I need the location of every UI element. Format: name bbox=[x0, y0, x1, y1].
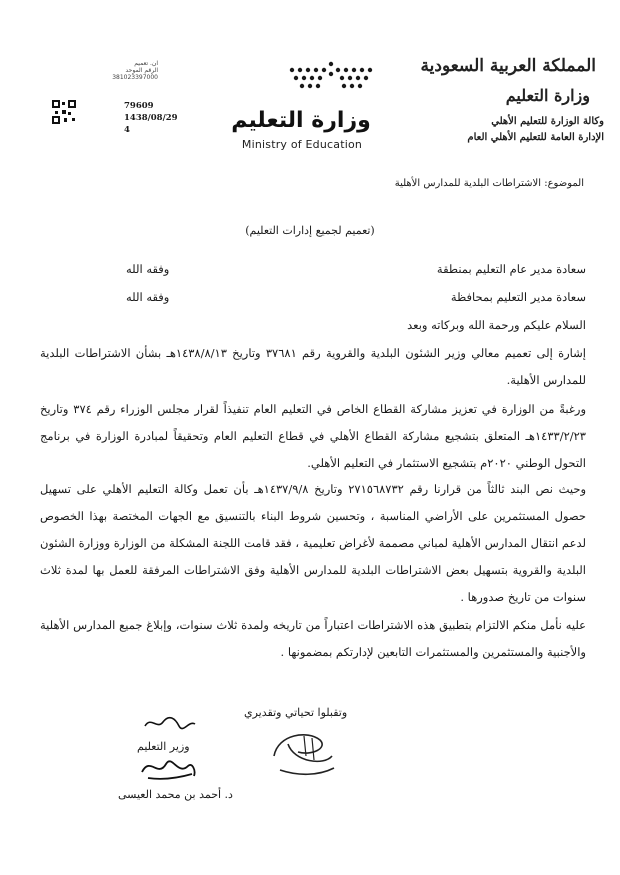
reference-line: الرقم الموحد bbox=[125, 67, 158, 74]
paragraph-motivation: ورغبةً من الوزارة في تعزيز مشاركة القطاع الخاص في التعليم العام تنفيذاً لقرار مجلس الوزراء رقم ٣٧٤ وتاريخ ١٤٣٣/٢/٢٣هـ المتعلق بتشجيع مشاركة القطاع الأهلي في قطاع التعليم العام وتحقيقاً لمبادرة الوزارة في برنامج التحول الوطني ٢٠٢٠م بتشجيع الاستثمار في التعليم الأهلي. bbox=[40, 402, 587, 470]
minister-initial-scribble bbox=[143, 714, 197, 732]
greeting: السلام عليكم ورحمة الله وبركاته وبعد bbox=[407, 318, 586, 332]
paragraph-reference: إشارة إلى تعميم معالي وزير الشئون البلدية والقروية رقم ٣٧٦٨١ وتاريخ ١٤٣٨/٨/١٣هـ بشأن الاشتراطات البلدية للمدارس الأهلية. bbox=[40, 346, 586, 387]
addressee-2: سعادة مدير التعليم بمحافظة bbox=[450, 290, 586, 304]
addressee-1-closing: وفقه الله bbox=[126, 262, 170, 276]
logo-english-text: Ministry of Education bbox=[241, 138, 363, 151]
circular-heading: (تعميم لجميع إدارات التعليم) bbox=[245, 224, 375, 237]
subject-line: الموضوع: الاشتراطات البلدية للمدارس الأهلية bbox=[394, 178, 584, 189]
reference-line: 381023397000 bbox=[112, 74, 158, 81]
addressee-2-closing: وفقه الله bbox=[126, 290, 170, 304]
ministry-stamp-scribble bbox=[268, 726, 338, 782]
document-reference bbox=[124, 100, 178, 136]
qr-code-icon bbox=[52, 100, 76, 124]
paragraph-decision: وحيث نص البند ثالثاً من قرارنا رقم ٢٧١٥٦٨٧٣٢ وتاريخ ١٤٣٧/٩/٨هـ بأن تعمل وكالة التعليم الأهلي على تسهيل حصول المستثمرين على الأراضي المناسبة ، وتحسين شروط البناء بالتنسيق مع الجهات المختصة بهذا الخصوص لدعم انتقال المدارس الأهلية لمباني مصممة لأغراض تعليمية ، فقد قامت اللجنة المشكلة من الوزارة ووزارة الشئون البلدية والقروية بتسهيل بعض الاشتراطات البلدية للمدارس الأهلية وفق الاشتراطات المرفقة للعمل بها لمدة ثلاث سنوات من تاريخ صدورها . bbox=[40, 482, 586, 604]
document-date: 1438/08/29 bbox=[124, 113, 178, 123]
minister-signature bbox=[138, 752, 198, 782]
directorate-name: الإدارة العامة للتعليم الأهلي العام bbox=[467, 132, 604, 143]
logo-arabic-text: وزارة التعليم bbox=[231, 108, 371, 133]
signatory-name: د. أحمد بن محمد العيسى bbox=[118, 788, 233, 801]
ministry-logo-dots bbox=[286, 60, 376, 92]
signatory-title: وزير التعليم bbox=[137, 740, 190, 753]
reference-small-text bbox=[106, 60, 158, 81]
kingdom-name: المملكة العربية السعودية bbox=[420, 56, 596, 76]
attachments-count: 4 bbox=[124, 125, 130, 135]
agency-name: وكالة الوزارة للتعليم الأهلي bbox=[491, 116, 604, 127]
document-number: 79609 bbox=[124, 101, 154, 111]
addressee-1: سعادة مدير عام التعليم بمنطقة bbox=[436, 262, 586, 276]
paragraph-request: عليه نأمل منكم الالتزام بتطبيق هذه الاشتراطات اعتباراً من تاريخه ولمدة ثلاث سنوات، وإبلاغ جميع المدارس الأهلية والأجنبية والمستثمرين والمستثمرات التابعين لإدارتكم بمضمونها . bbox=[40, 618, 586, 659]
ministry-name: وزارة التعليم bbox=[505, 86, 590, 105]
reference-line: ان. تعميم bbox=[134, 60, 158, 67]
closing-line: وتقبلوا تحياتي وتقديري bbox=[244, 706, 348, 719]
